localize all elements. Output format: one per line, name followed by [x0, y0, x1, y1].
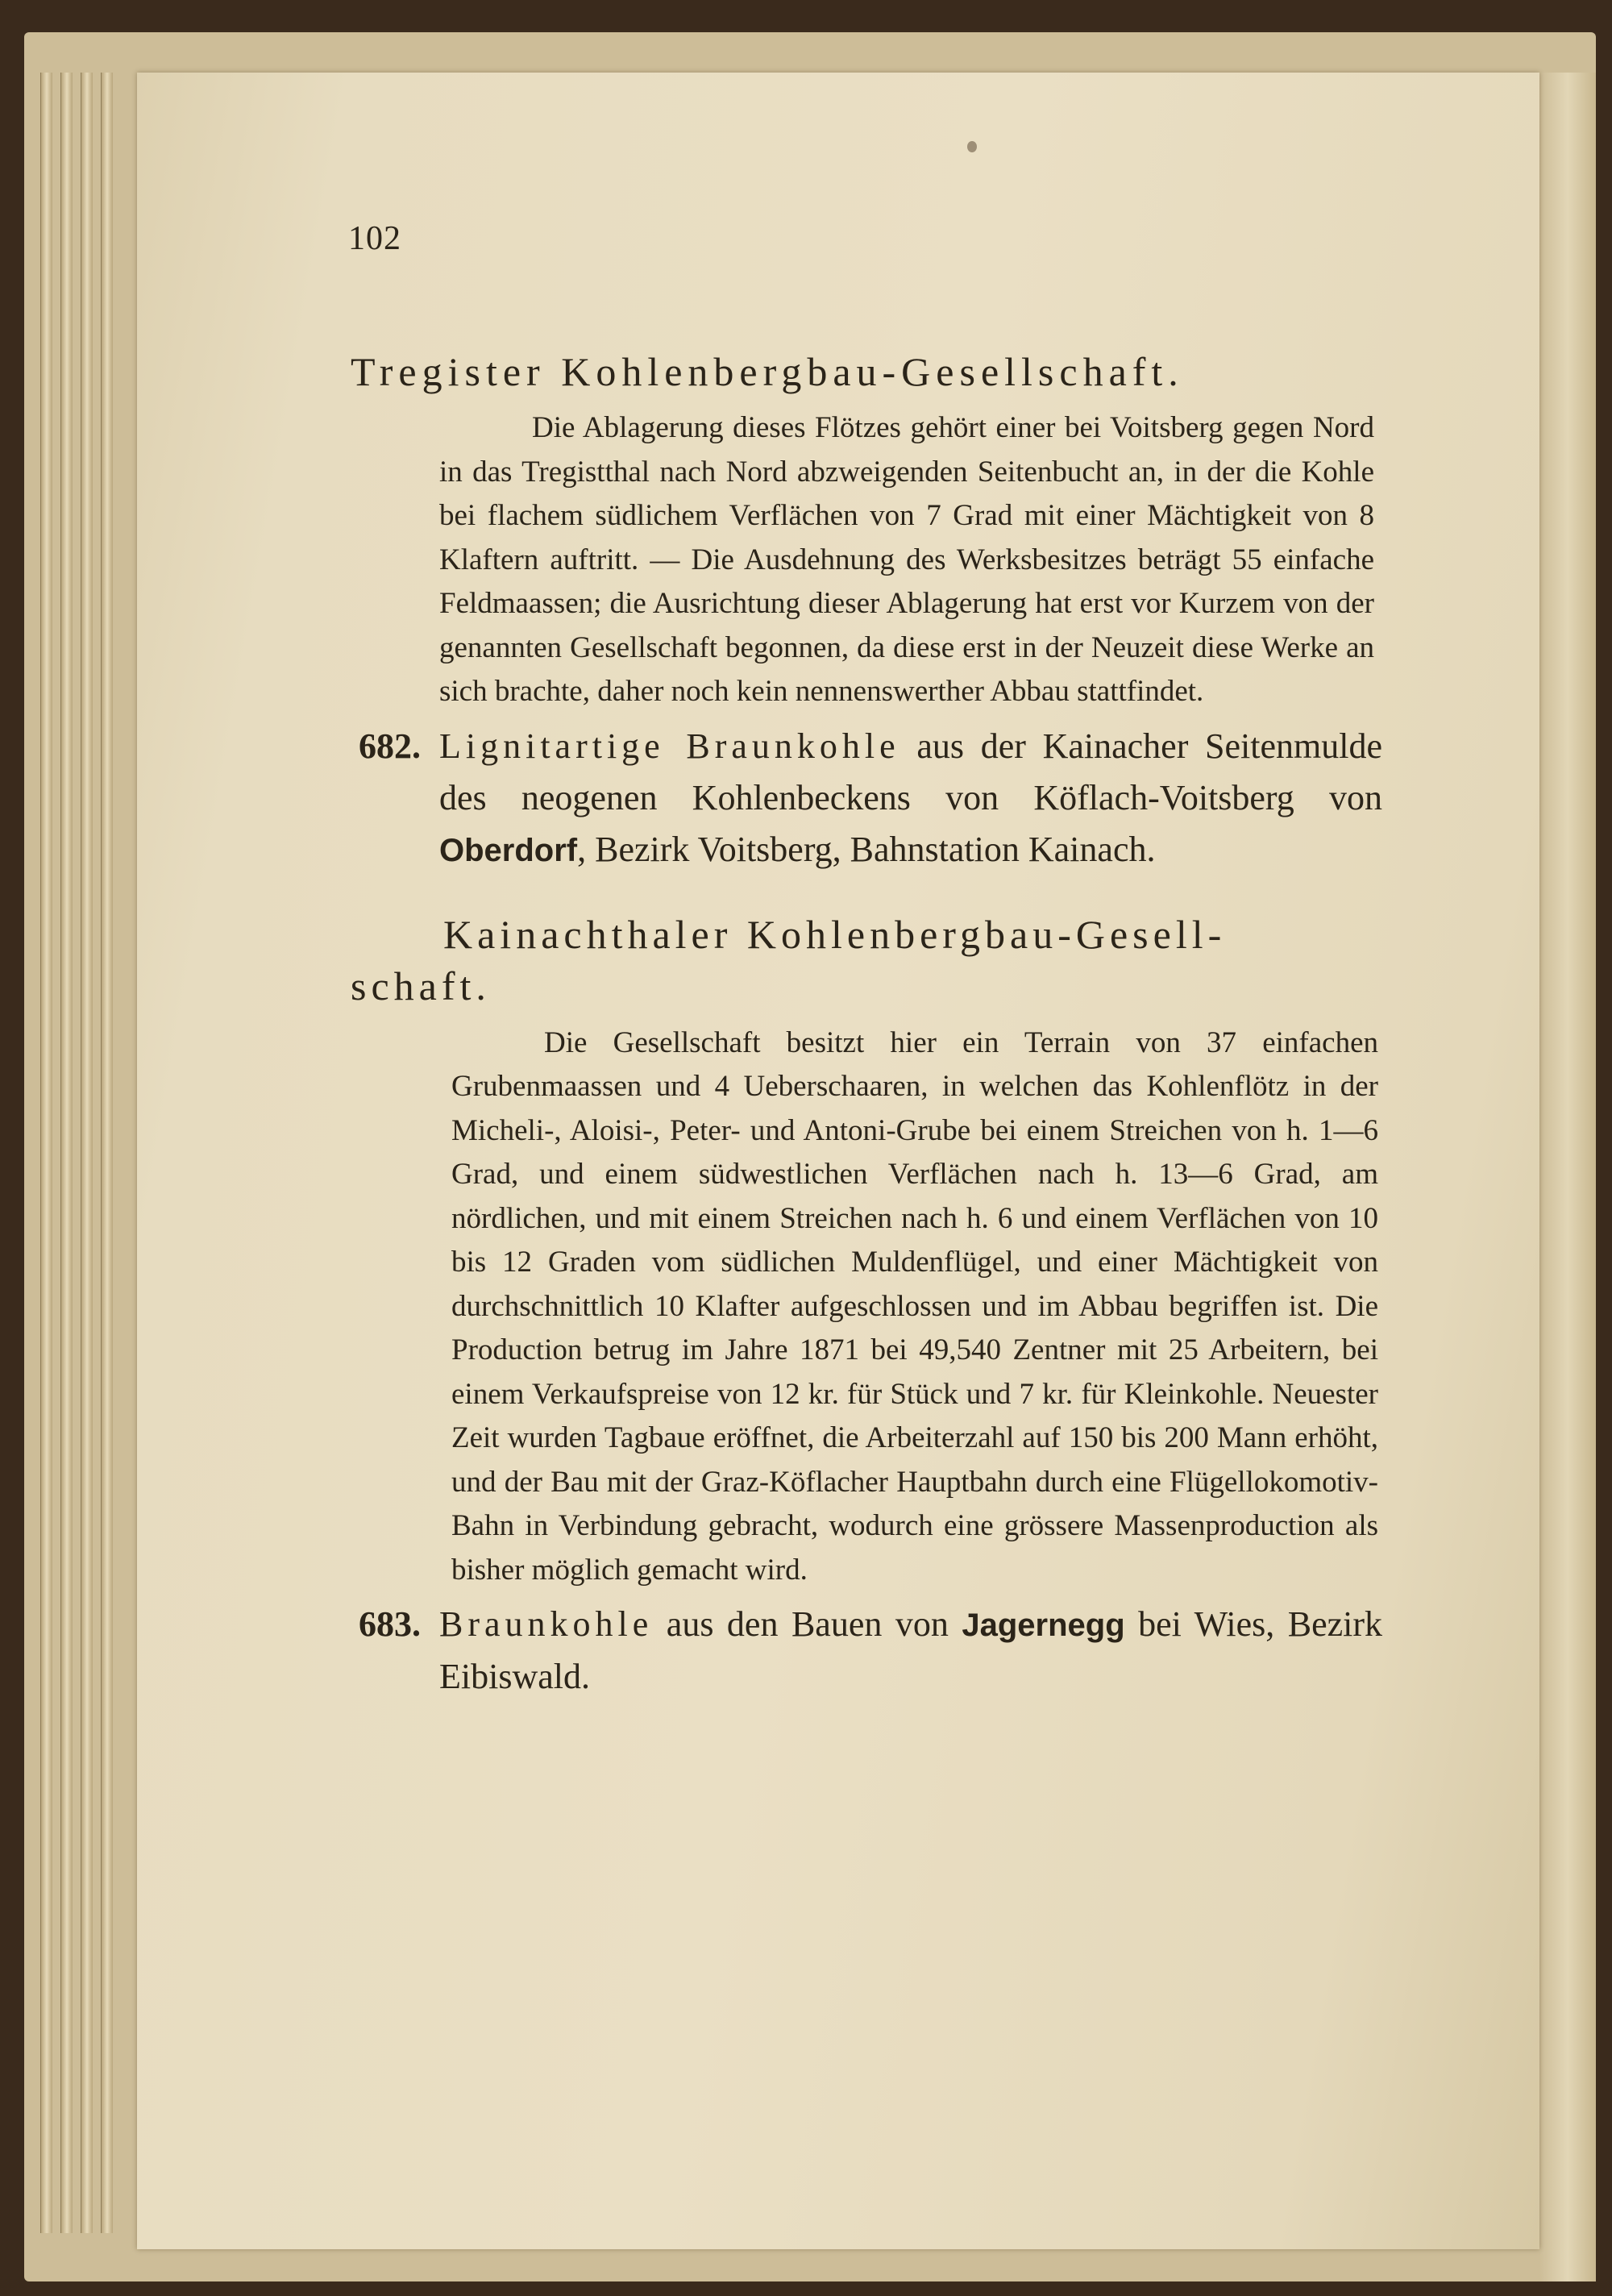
entry-text: , Bezirk Voitsberg, Bahnstation Kainach.: [577, 829, 1156, 869]
page-edge: [60, 73, 73, 2233]
heading-line-2: schaft.: [351, 963, 491, 1009]
entry-place: Oberdorf: [439, 832, 578, 868]
section-heading-kainachthaler: [351, 909, 1382, 1012]
entry-682: [351, 721, 1382, 876]
entry-number: 683.: [359, 1604, 421, 1644]
ink-spot: [967, 141, 977, 152]
right-page-stack: [1539, 73, 1596, 2281]
page-edge: [81, 73, 93, 2233]
entry-place: Jagernegg: [962, 1608, 1125, 1643]
paragraph-tregister: Die Ablagerung dieses Flötzes gehört einer bei Voitsberg gegen Nord in das Tregistthal nach Nord abzweigenden Seitenbucht an, in der die Kohle bei flachem südlichem Verflächen von 7 Grad mit einer Mächtigkeit von 8 Klaftern auftritt. — Die Ausdehnung des Werksbesitzes beträgt 55 einfache Feldmaassen; die Ausrichtung dieser Ablagerung hat erst vor Kurzem von der genannten Gesellschaft begonnen, da diese erst in der Neuzeit diese Werke an sich brachte, daher noch kein nennenswerther Abbau stattfindet.: [439, 411, 1374, 708]
entry-683: [351, 1599, 1382, 1703]
page-edge: [40, 73, 52, 2233]
page-edge: [101, 73, 113, 2233]
entry-title: Braunkohle: [439, 1604, 654, 1644]
heading-line-1: Kainachthaler Kohlenbergbau-Gesell-: [443, 911, 1227, 957]
section-heading-tregister: Tregister Kohlenbergbau-Gesellschaft.: [351, 349, 1184, 394]
entry-text: bei Wies, Bezirk Eibiswald.: [439, 1604, 1382, 1696]
entry-text: aus der Kainacher Seitenmulde des neogenen Kohlenbeckens von Köflach-Voitsberg von: [439, 726, 1382, 817]
entry-text: aus den Bauen von: [653, 1604, 962, 1644]
page-content: [351, 347, 1382, 1717]
paragraph-kainachthaler: Die Gesellschaft besitzt hier ein Terrain von 37 einfachen Grubenmaassen und 4 Ueberschaaren, in welchen das Kohlenflötz in der Micheli-, Aloisi-, Peter- und Antoni-Grube bei einem Streichen von h. 1—6 Grad, und einem südwestlichen Verflächen nach h. 13—6 Grad, am nördlichen, und mit einem Streichen nach h. 6 und einem Verflächen von 10 bis 12 Graden vom südlichen Muldenflügel, und einer Mächtigkeit von durchschnittlich 10 Klafter aufgeschlossen und im Abbau begriffen ist. Die Production betrug im Jahre 1871 bei 49,540 Zentner mit 25 Arbeitern, bei einem Verkaufspreise von 12 kr. für Stück und 7 kr. für Kleinkohle. Neuester Zeit wurden Tagbaue eröffnet, die Arbeiterzahl auf 150 bis 200 Mann erhöht, und der Bau mit der Graz-Köflacher Hauptbahn durch eine Flügellokomotiv-Bahn in Verbindung gebracht, wodurch eine grössere Massenproduction als bisher möglich gemacht wird.: [451, 1025, 1378, 1587]
entry-number: 682.: [359, 726, 421, 766]
page-number: 102: [348, 220, 401, 257]
entry-title: Lignitartige Braunkohle: [439, 726, 900, 766]
